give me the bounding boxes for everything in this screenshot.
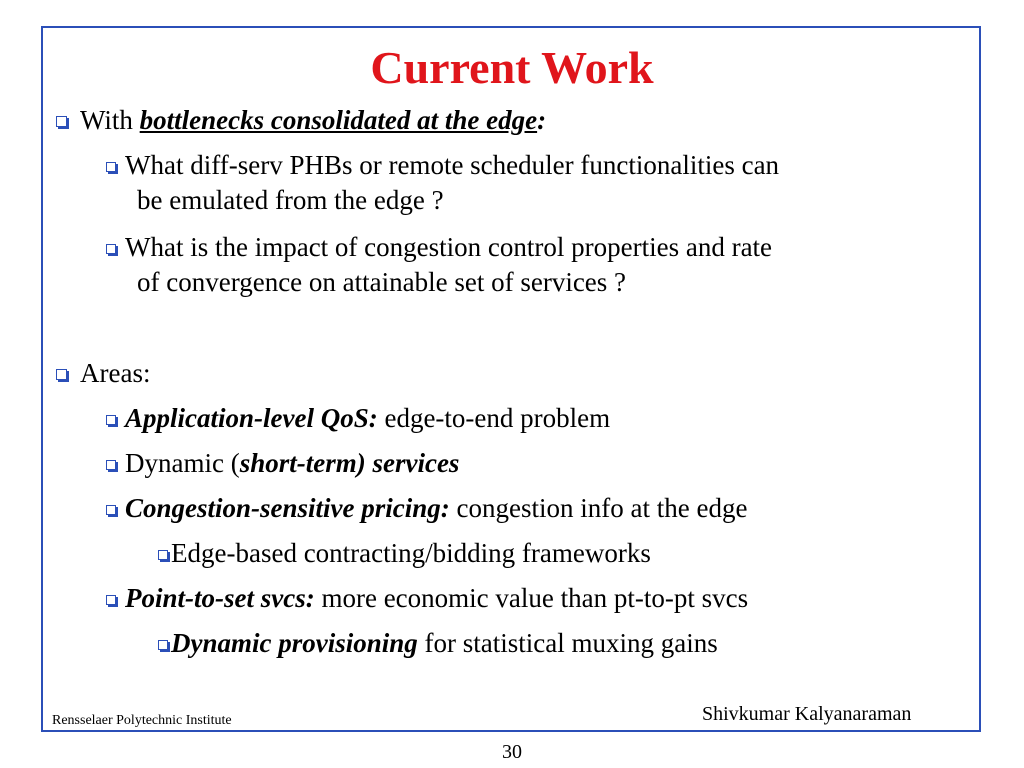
sub-sub-item-contracting: Edge-based contracting/bidding frameworks	[158, 537, 651, 569]
square-bullet-icon	[56, 116, 67, 127]
square-bullet-icon	[106, 244, 116, 254]
sub-item-congestion-control: What is the impact of congestion control properties and rate	[106, 231, 772, 263]
square-bullet-icon	[158, 550, 168, 560]
sub-item-point-to-set: Point-to-set svcs: more economic value than pt-to-pt svcs	[106, 582, 748, 614]
footer-author: Shivkumar Kalyanaraman	[702, 703, 912, 725]
sub-item-app-qos: Application-level QoS: edge-to-end problem	[106, 402, 610, 434]
square-bullet-icon	[106, 415, 116, 425]
square-bullet-icon	[106, 162, 116, 172]
sub-item-congestion-control-cont: of convergence on attainable set of services ?	[137, 267, 627, 297]
bullet-item-areas: Areas:	[56, 357, 150, 389]
square-bullet-icon	[158, 640, 168, 650]
sub-item-diffserv-cont: be emulated from the edge ?	[137, 185, 444, 215]
square-bullet-icon	[106, 460, 116, 470]
sub-item-dynamic: Dynamic (short-term) services	[106, 447, 459, 479]
sub-item-diffserv: What diff-serv PHBs or remote scheduler functionalities can	[106, 149, 779, 181]
page-number: 30	[502, 741, 522, 763]
sub-item-pricing: Congestion-sensitive pricing: congestion info at the edge	[106, 492, 747, 524]
square-bullet-icon	[106, 505, 116, 515]
bullet-item-bottlenecks: With bottlenecks consolidated at the edge:	[56, 104, 546, 136]
footer-institute: Rensselaer Polytechnic Institute	[52, 713, 232, 728]
square-bullet-icon	[56, 369, 67, 380]
sub-sub-item-provisioning: Dynamic provisioning for statistical muxing gains	[158, 627, 718, 659]
slide-title: Current Work	[370, 42, 654, 93]
square-bullet-icon	[106, 595, 116, 605]
